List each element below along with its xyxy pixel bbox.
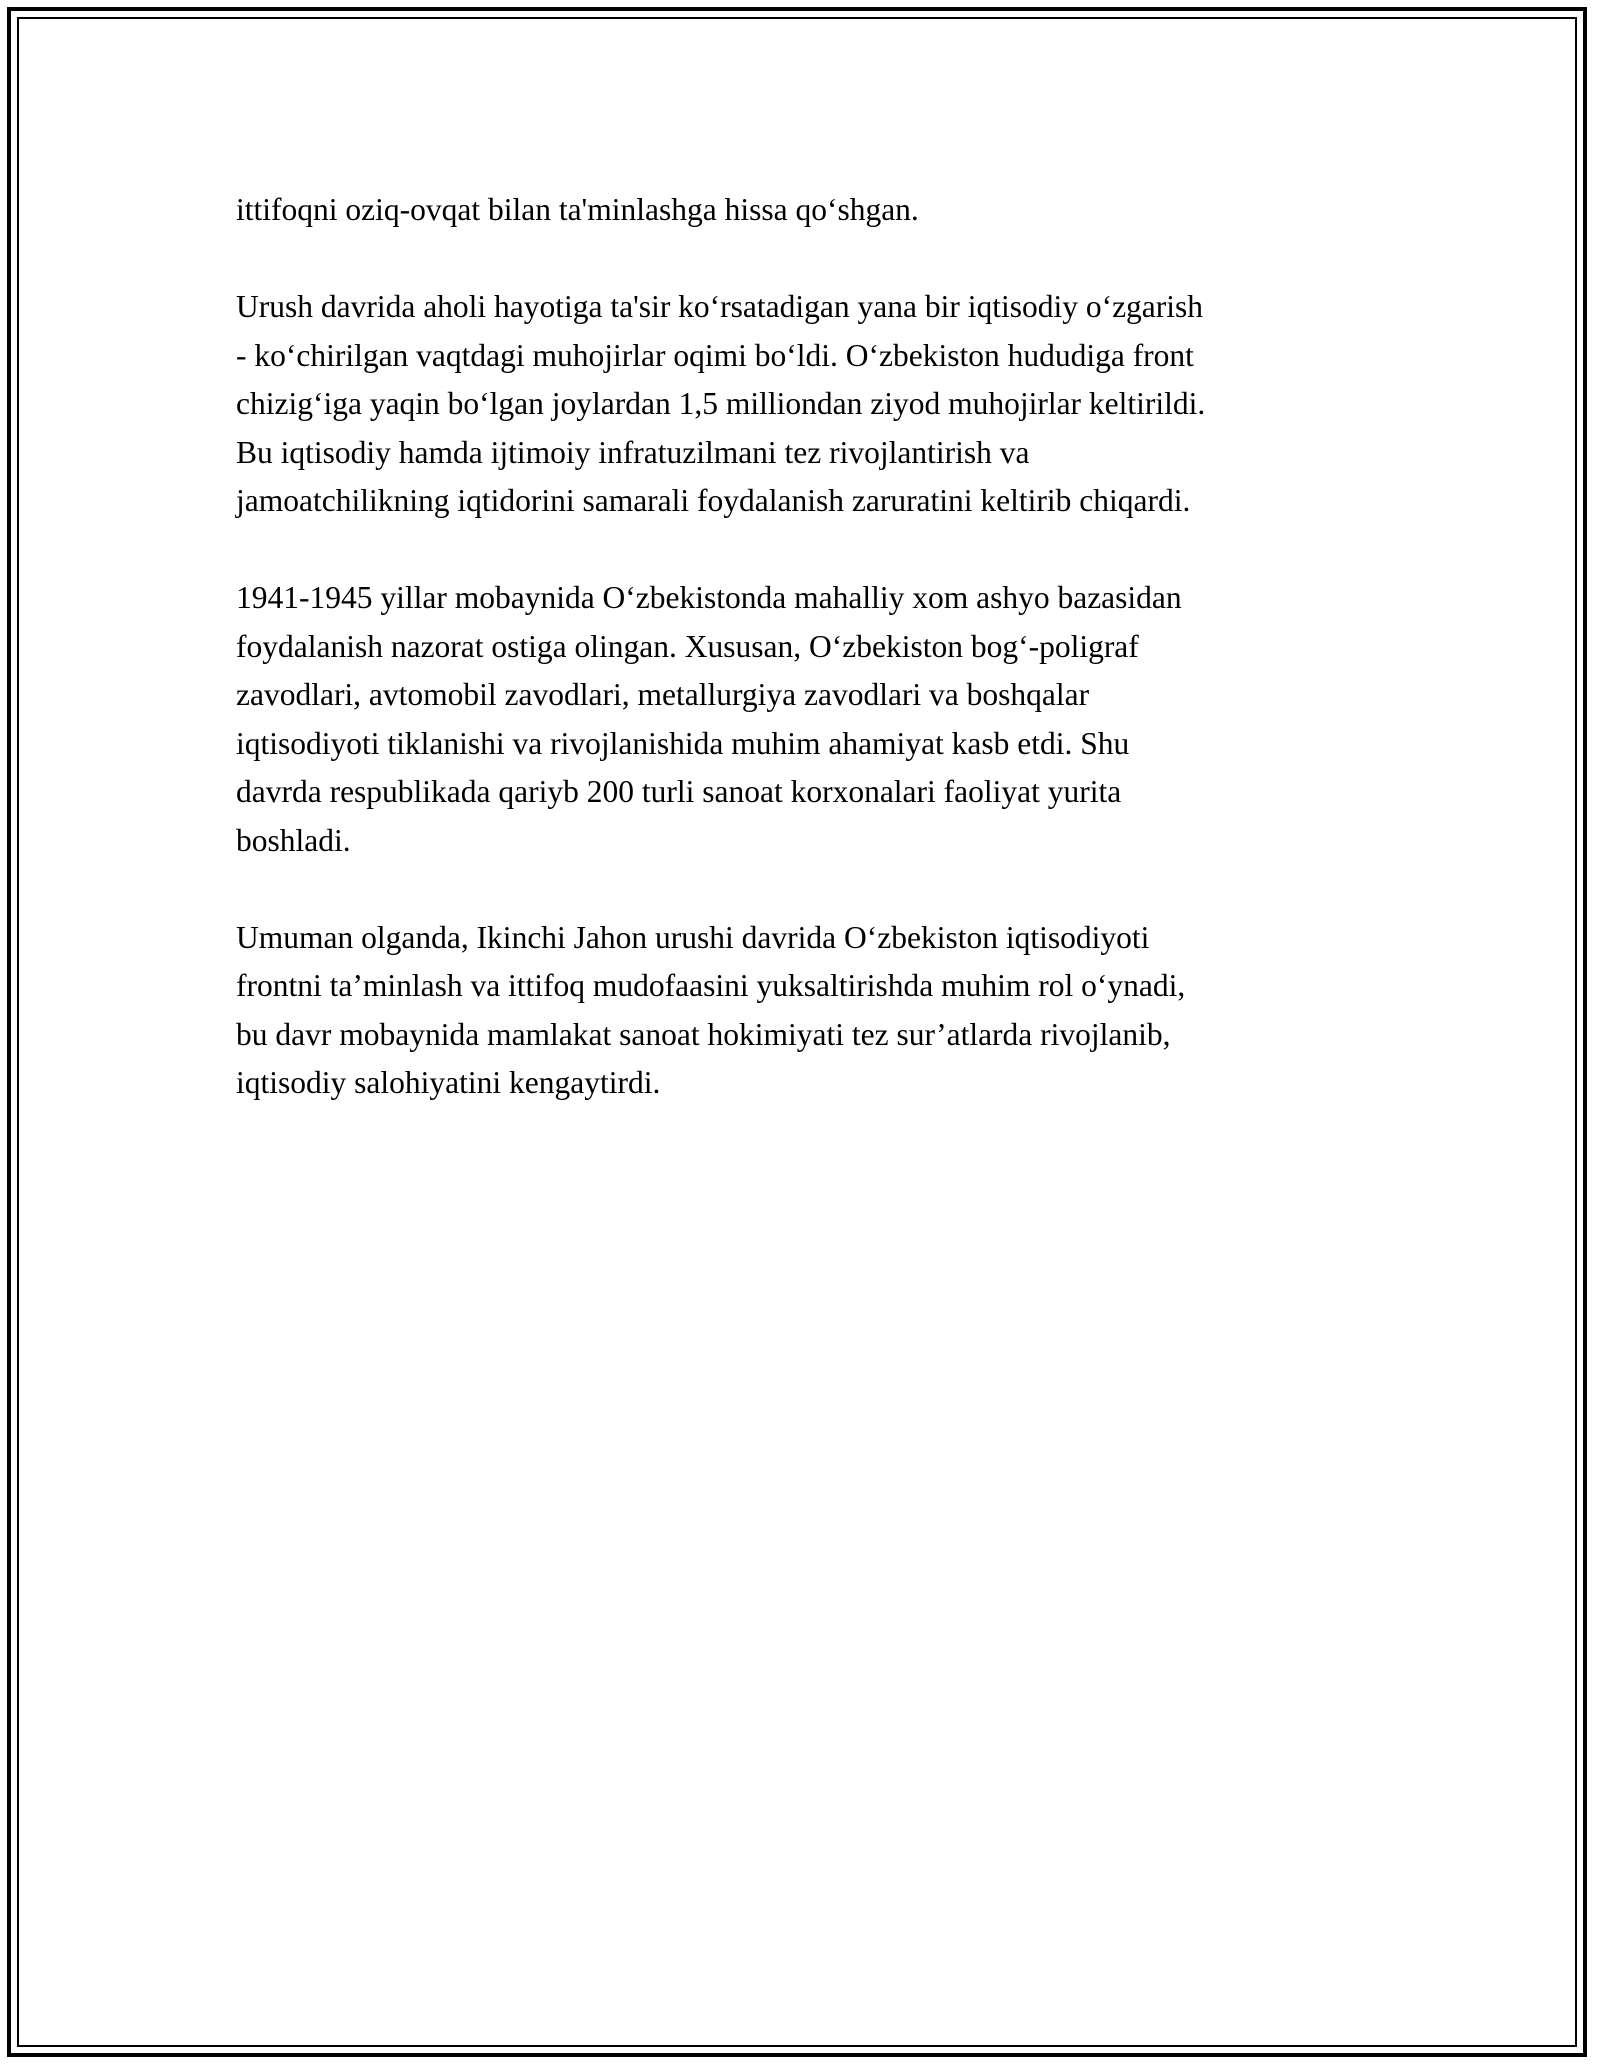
- document-body: [236, 186, 1376, 1156]
- paragraph-2: Urush davrida aholi hayotiga ta'sir ko‘rsatadigan yana bir iqtisodiy o‘zgarish - ko‘chirilgan vaqtdagi muhojirlar oqimi bo‘ldi. O‘zbekiston hududiga front chizig‘iga yaqin bo‘lgan joylardan 1,5 milliondan ziyod muhojirlar keltirildi. Bu iqtisodiy hamda ijtimoiy infratuzilmani tez rivojlantirish va jamoatchilikning iqtidorini samarali foydalanish zaruratini keltirib chiqardi.: [236, 289, 1206, 518]
- paragraph-4: Umuman olganda, Ikinchi Jahon urushi davrida O‘zbekiston iqtisodiyoti frontni ta’minlash va ittifoq mudofaasini yuksaltirishda muhim rol o‘ynadi, bu davr mobaynida mamlakat sanoat hokimiyati tez sur’atlarda rivojlanib, iqtisodiy salohiyatini kengaytirdi.: [236, 919, 1186, 1100]
- paragraph-1: ittifoqni oziq-ovqat bilan ta'minlashga hissa qo‘shgan.: [236, 192, 919, 227]
- paragraph-3: 1941-1945 yillar mobaynida O‘zbekistonda mahalliy xom ashyo bazasidan foydalanish nazorat ostiga olingan. Xususan, O‘zbekiston bog‘-poligraf zavodlari, avtomobil zavodlari, metallurgiya zavodlari va boshqalar iqtisodiyoti tiklanishi va rivojlanishida muhim ahamiyat kasb etdi. Shu davrda respublikada qariyb 200 turli sanoat korxonalari faoliyat yurita boshladi.: [236, 580, 1182, 858]
